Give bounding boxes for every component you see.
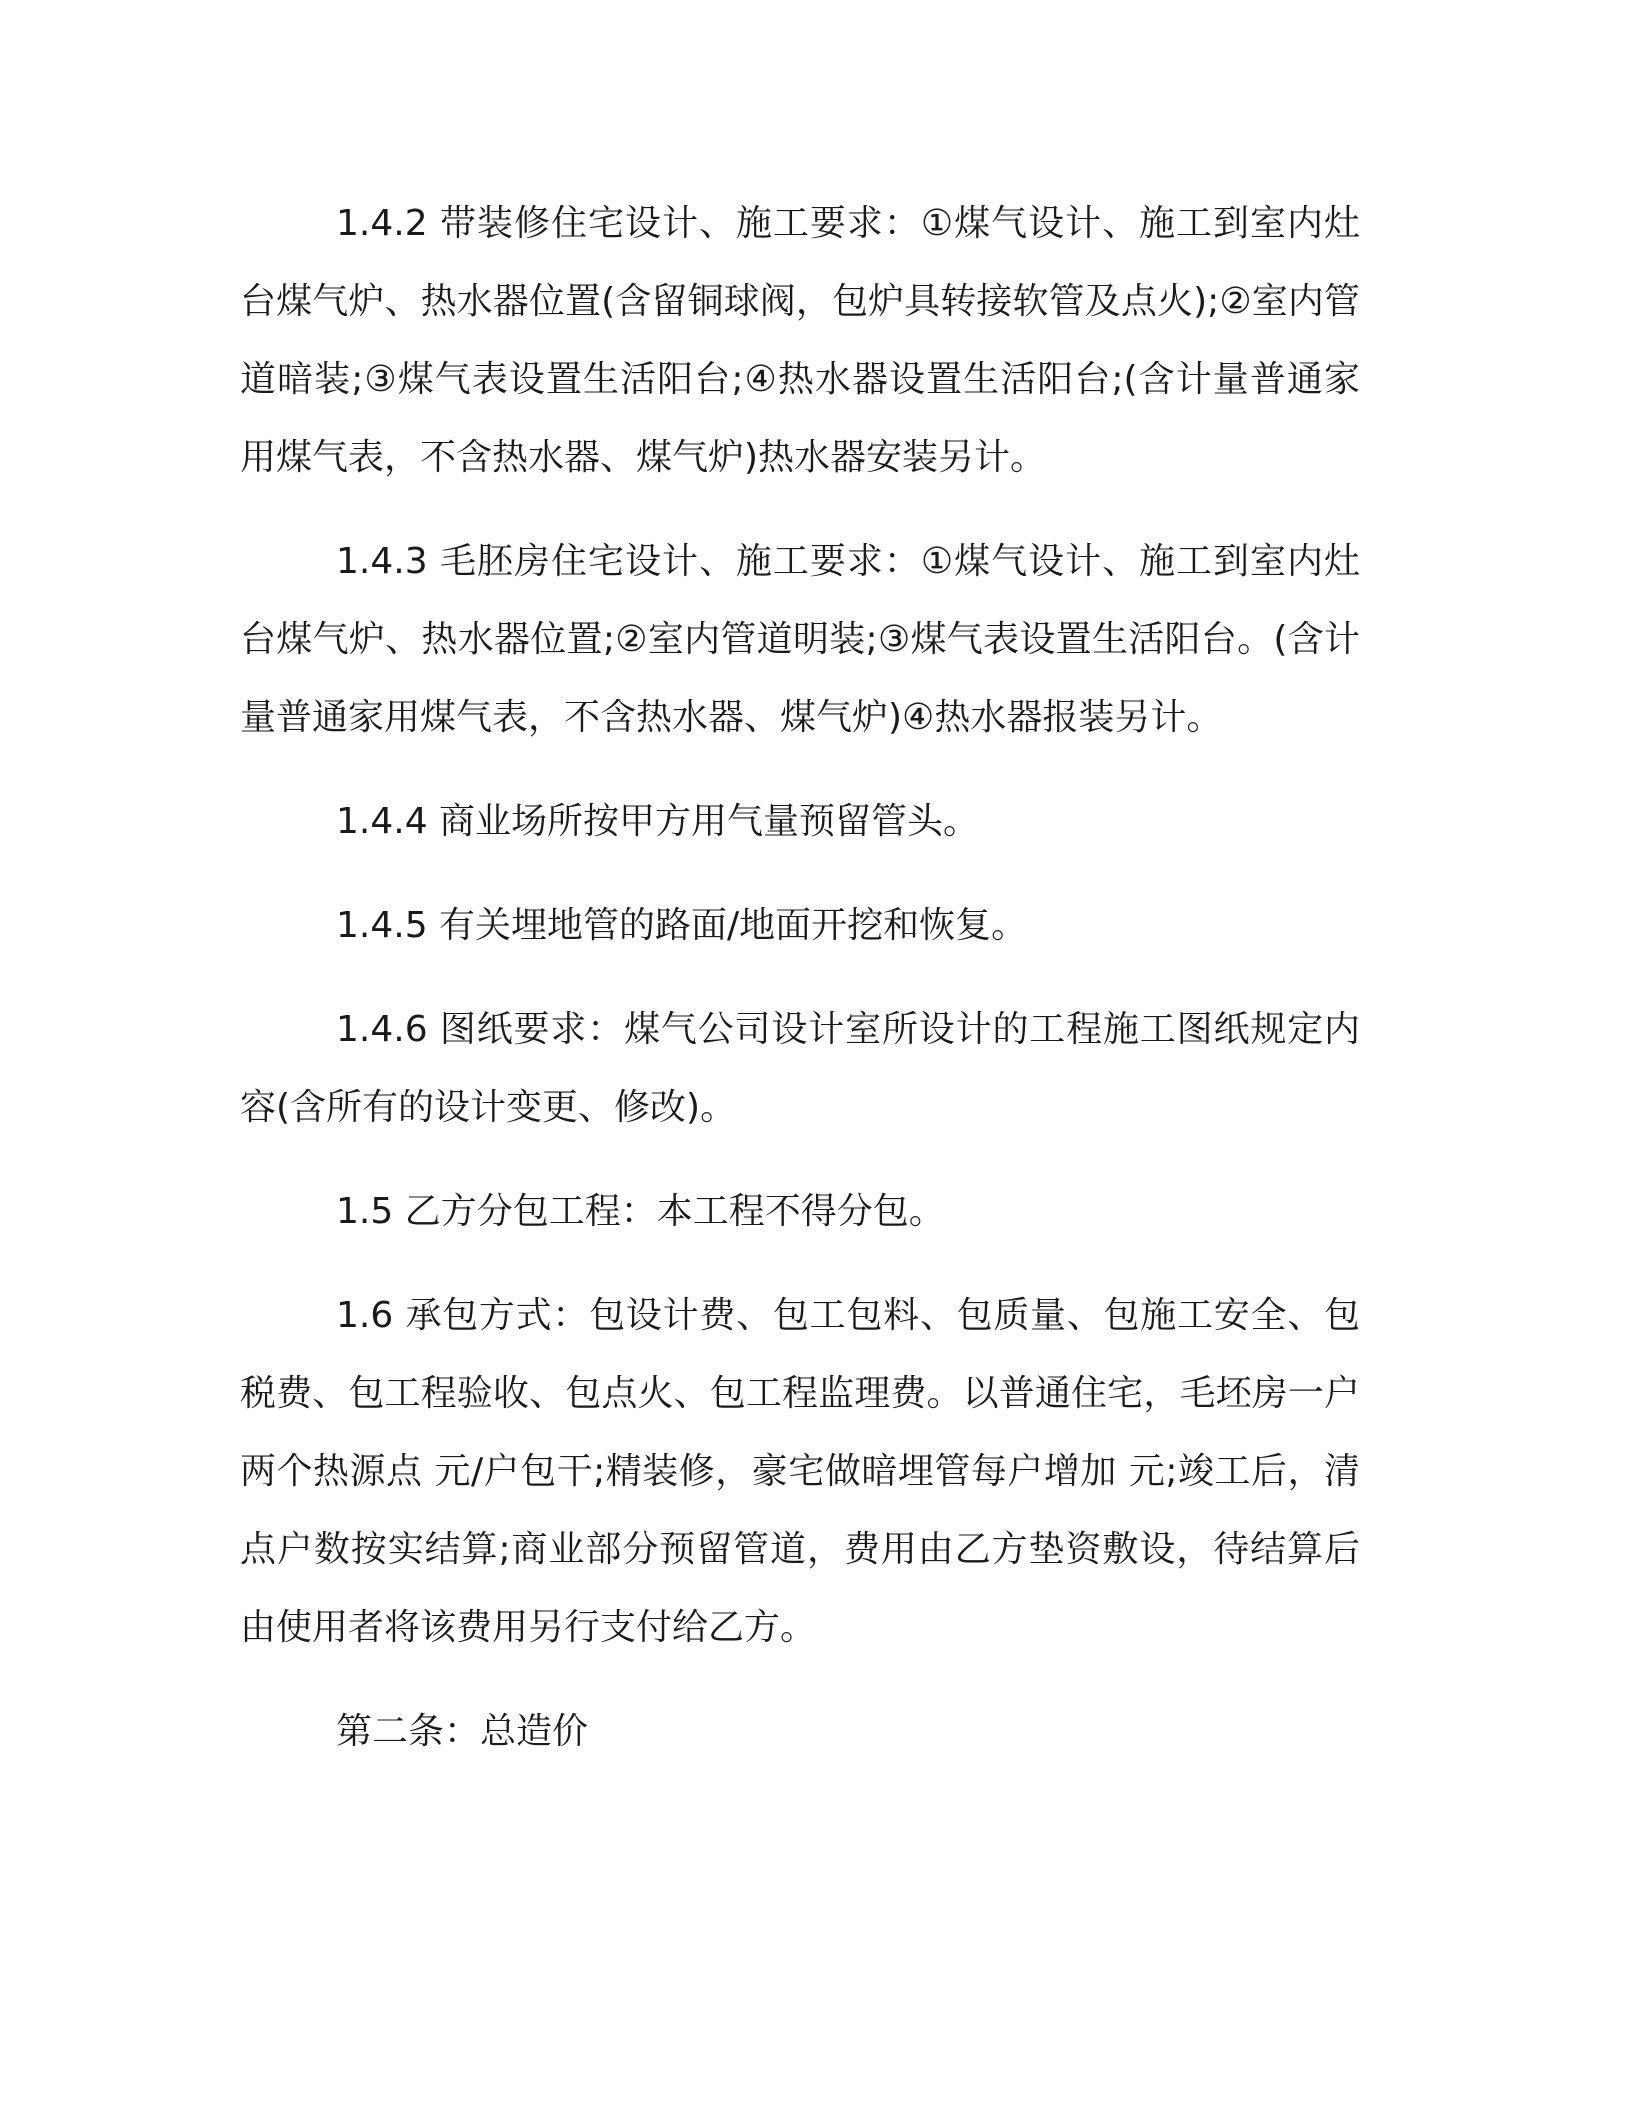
- article-2-heading: 第二条：总造价: [336, 1711, 589, 1752]
- clause-1-4-2: 1.4.2 带装修住宅设计、施工要求：①煤气设计、施工到室内灶台煤气炉、热水器位置(含留铜球阀，包炉具转接软管及点火);②室内管道暗装;③煤气表设置生活阳台;④热水器设置生活阳台;(含计量普通家用煤气表，不含热水器、煤气炉)热水器安装另计。: [240, 203, 1360, 478]
- clause-1-4-6: 1.4.6 图纸要求：煤气公司设计室所设计的工程施工图纸规定内容(含所有的设计变更、修改)。: [240, 1009, 1360, 1128]
- clause-1-4-4: 1.4.4 商业场所按甲方用气量预留管头。: [336, 801, 980, 842]
- clause-1-4-3: 1.4.3 毛胚房住宅设计、施工要求：①煤气设计、施工到室内灶台煤气炉、热水器位置;②室内管道明装;③煤气表设置生活阳台。(含计量普通家用煤气表，不含热水器、煤气炉)④热水器报装另计。: [240, 541, 1360, 738]
- clause-1-4-5: 1.4.5 有关埋地管的路面/地面开挖和恢复。: [336, 905, 1028, 946]
- clause-1-6: 1.6 承包方式：包设计费、包工包料、包质量、包施工安全、包税费、包工程验收、包点火、包工程监理费。以普通住宅，毛坯房一户两个热源点 元/户包干;精装修，豪宅做暗埋管每户增加 元;竣工后，清点户数按实结算;商业部分预留管道，费用由乙方垫资敷设，待结算后由使用者将该费用另行支付给乙方。: [240, 1295, 1360, 1648]
- clause-1-5: 1.5 乙方分包工程：本工程不得分包。: [336, 1191, 945, 1232]
- document-body: [240, 185, 1360, 1797]
